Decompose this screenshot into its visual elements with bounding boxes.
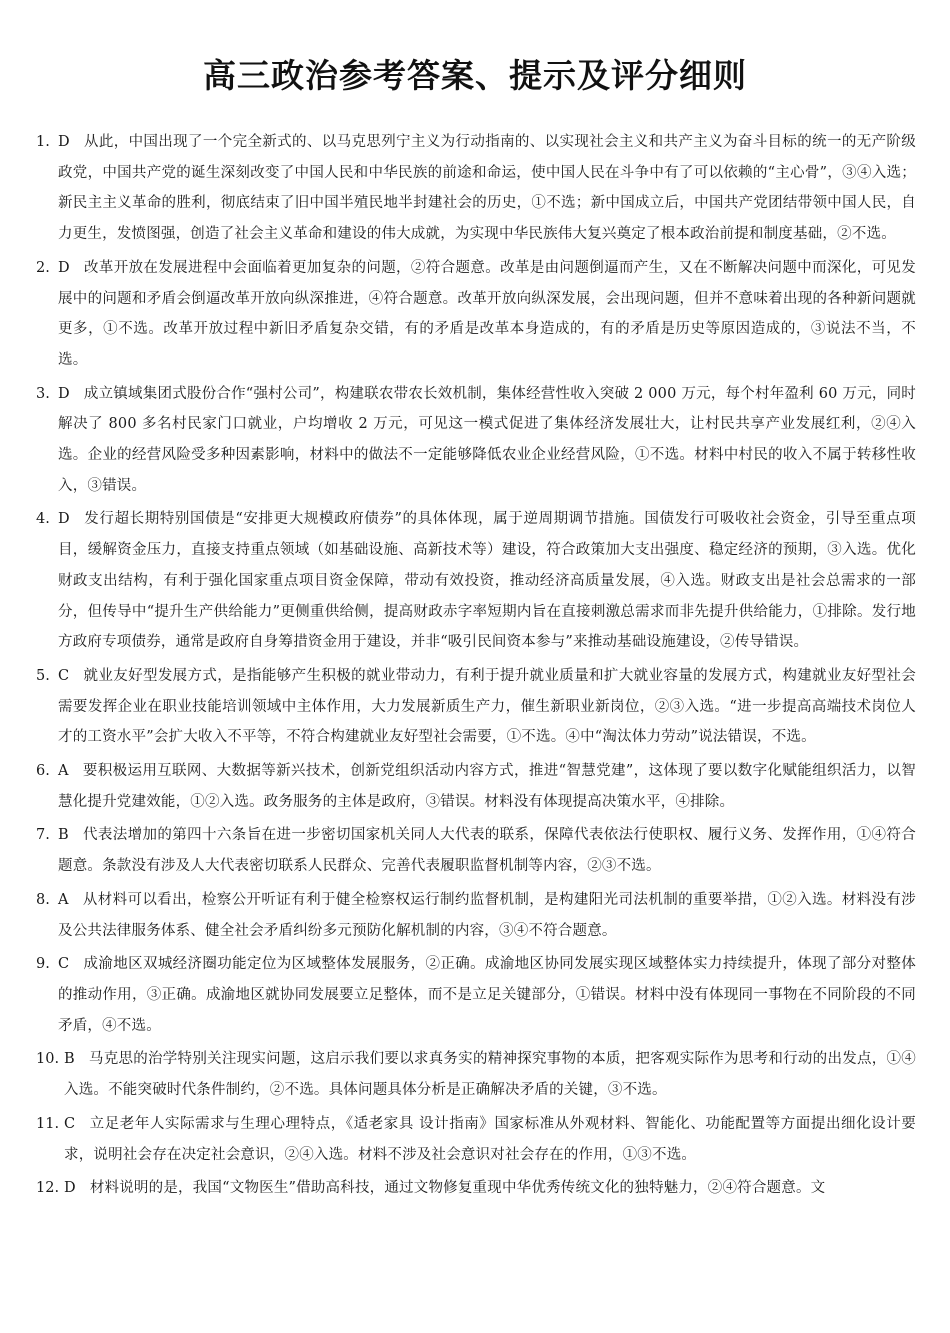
answer-choice: B [64,1051,75,1068]
answer-item-1 [36,127,916,250]
answer-choice: B [58,827,69,844]
question-number: 8. [36,891,50,908]
answer-explanation: 从此，中国出现了一个完全新式的、以马克思列宁主义为行动指南的、以实现社会主义和共产主义为奋斗目标的统一的无产阶级政党，中国共产党的诞生深刻改变了中国人民和中华民族的前途和命运，使中国人民在斗争中有了可以依赖的“主心骨”，③④入选；新民主主义革命的胜利，彻底结束了旧中国半殖民地半封建社会的历史，①不选；新中国成立后，中国共产党团结带领中国人民，自力更生，发愤图强，创造了社会主义革命和建设的伟大成就，为实现中华民族伟大复兴奠定了根本政治前提和制度基础，②不选。 [58,134,916,243]
answer-choice: C [64,1115,76,1132]
answer-choice: A [58,763,69,780]
answer-item-6 [36,756,916,817]
answer-body [58,820,916,881]
answer-choice: D [64,1180,76,1197]
answer-item-8 [36,885,916,946]
answer-choice: D [58,134,70,150]
question-number: 3. [36,385,50,402]
answer-body [64,1109,916,1170]
answer-body [64,1173,916,1204]
question-number: 2. [36,259,50,276]
answer-item-7 [36,820,916,881]
answer-choice: D [58,511,70,528]
question-number: 4. [36,511,50,528]
answer-choice: C [58,956,70,973]
answer-item-3 [36,379,916,502]
answer-body [58,504,916,658]
question-number: 12. [36,1180,60,1197]
answer-body [64,1044,916,1105]
answer-body [58,661,916,753]
answer-item-5 [36,661,916,753]
answer-body [58,885,916,946]
question-number: 10. [36,1051,60,1068]
answer-explanation: 成立镇域集团式股份合作“强村公司”，构建联农带农长效机制，集体经营性收入突破 2 000 万元，每个村年盈利 60 万元，同时解决了 800 多名村民家门口就业，户均增收 2 万元，可见这一模式促进了集体经济发展壮大，让村民共享产业发展红利，②④入选。企业的经营风险受多种因素影响，材料中的做法不一定能够降低农业企业经营风险，①不选。材料中村民的收入不属于转移性收入，③错误。 [58,385,916,494]
answer-explanation: 材料说明的是，我国“文物医生”借助高科技，通过文物修复重现中华优秀传统文化的独特魅力，②④符合题意。文 [89,1180,826,1197]
answer-explanation: 就业友好型发展方式，是指能够产生积极的就业带动力，有利于提升就业质量和扩大就业容量的发展方式，构建就业友好型社会需要发挥企业在职业技能培训领域中主体作用，大力发展新质生产力，催生新职业新岗位，②③入选。“进一步提高高端技术岗位人才的工资水平”会扩大收入不平等，不符合构建就业友好型社会需要，①不选。④中“淘汰体力劳动”说法错误，不选。 [58,667,916,746]
answer-explanation: 从材料可以看出，检察公开听证有利于健全检察权运行制约监督机制，是构建阳光司法机制的重要举措，①②入选。材料没有涉及公共法律服务体系、健全社会矛盾纠纷多元预防化解机制的内容，③④不符合题意。 [58,891,916,939]
answer-list [36,127,916,1207]
page-title: 高三政治参考答案、提示及评分细则 [203,56,747,95]
question-number: 5. [36,667,50,684]
answer-item-4 [36,504,916,658]
answer-explanation: 改革开放在发展进程中会面临着更加复杂的问题，②符合题意。改革是由问题倒逼而产生，又在不断解决问题中而深化，可见发展中的问题和矛盾会倒逼改革开放向纵深推进，④符合题意。改革开放向纵深发展，会出现问题，但并不意味着出现的各种新问题就更多，①不选。改革开放过程中新旧矛盾复杂交错，有的矛盾是改革本身造成的，有的矛盾是历史等原因造成的，③说法不当，不选。 [58,259,916,368]
answer-body [58,756,916,817]
answer-choice: D [58,259,70,276]
question-number: 11. [36,1115,60,1132]
answer-body [58,949,916,1041]
answer-item-2 [36,253,916,376]
answer-choice: A [58,891,69,908]
answer-explanation: 代表法增加的第四十六条旨在进一步密切国家机关同人大代表的联系，保障代表依法行使职权、履行义务、发挥作用，①④符合题意。条款没有涉及人大代表密切联系人民群众、完善代表履职监督机制等内容，②③不选。 [58,827,916,875]
answer-item-9 [36,949,916,1041]
question-number: 9. [36,956,50,973]
answer-body [58,253,916,376]
question-number: 6. [36,763,50,780]
answer-item-11 [36,1109,916,1170]
answer-item-12 [36,1173,916,1204]
answer-item-10 [36,1044,916,1105]
answer-explanation: 成渝地区双城经济圈功能定位为区域整体发展服务，②正确。成渝地区协同发展实现区域整体实力持续提升，体现了部分对整体的推动作用，③正确。成渝地区就协同发展要立足整体，而不是立足关键部分，①错误。材料中没有体现同一事物在不同阶段的不同矛盾，④不选。 [58,956,916,1034]
answer-choice: C [58,667,70,684]
answer-explanation: 马克思的治学特别关注现实问题，这启示我们要以求真务实的精神探究事物的本质，把客观实际作为思考和行动的出发点，①④入选。不能突破时代条件制约，②不选。具体问题具体分析是正确解决矛盾的关键，③不选。 [64,1051,916,1099]
answer-choice: D [58,385,70,402]
answer-body [58,127,916,250]
answer-explanation: 要积极运用互联网、大数据等新兴技术，创新党组织活动内容方式，推进“智慧党建”，这体现了要以数字化赋能组织活力，以智慧化提升党建效能，①②入选。政务服务的主体是政府，③错误。材料没有体现提高决策水平，④排除。 [58,763,916,810]
answer-body [58,379,916,502]
question-number: 7. [36,827,50,844]
answer-explanation: 立足老年人实际需求与生理心理特点，《适老家具 设计指南》国家标准从外观材料、智能化、功能配置等方面提出细化设计要求，说明社会存在决定社会意识，②④入选。材料不涉及社会意识对社会存在的作用，①③不选。 [64,1115,916,1163]
question-number: 1. [36,134,50,150]
answer-explanation: 发行超长期特别国债是“安排更大规模政府债券”的具体体现，属于逆周期调节措施。国债发行可吸收社会资金，引导至重点项目，缓解资金压力，直接支持重点领域（如基础设施、高新技术等）建设，符合政策加大支出强度、稳定经济的预期，③入选。优化财政支出结构，有利于强化国家重点项目资金保障，带动有效投资，推动经济高质量发展，④入选。财政支出是社会总需求的一部分，但传导中“提升生产供给能力”更侧重供给侧，提高财政赤字率短期内旨在直接刺激总需求而非先提升供给能力，①排除。发行地方政府专项债券，通常是政府自身筹措资金用于建设，并非“吸引民间资本参与”来推动基础设施建设，②传导错误。 [58,511,916,651]
